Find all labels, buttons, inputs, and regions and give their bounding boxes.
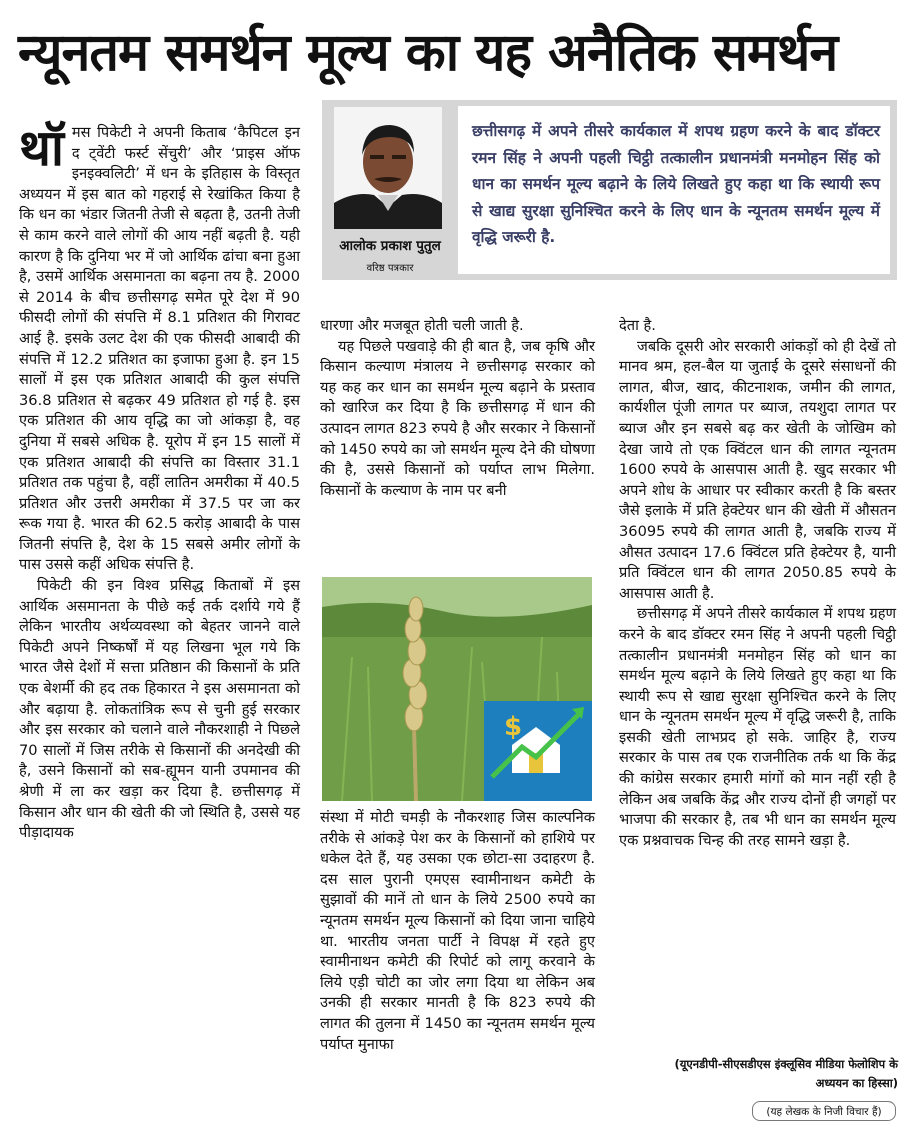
article-column-1 [19,119,301,844]
author-name: आलोक प्रकाश पुतुल [339,238,441,254]
article-column-2-bottom [320,808,595,1055]
col1-paragraph-1: मस पिकेटी ने अपनी किताब ‘कैपिटल इन द ट्वेंटी फर्स्ट सेंचुरी’ और ‘प्राइस ऑफ इनइक्वलिटी’ में धन के इतिहास के विस्तृत अध्ययन में इस बात को गहराई से रेखांकित किया है कि धन का भंडार जितनी तेजी से बढ़ता है, उतनी तेजी से काम करने वाले लोगों की आय नहीं बढ़ती है. यही कारण है कि दुनिया भर में जो आर्थिक ढांचा बना हुआ है, उसमें आर्थिक असमानता का बढ़ना तय है. 2000 से 2014 के बीच छत्तीसगढ़ समेत पूरे देश में 90 फीसदी लोगों की संपत्ति में 8.1 प्रतिशत की गिरावट आई है. इसके उलट देश की एक फीसदी आबादी की संपत्ति में 12.2 प्रतिशत का इजाफा हुआ है. इन 15 सालों में इस एक प्रतिशत आबादी की कुल संपत्ति 36.8 प्रतिशत से बढ़कर 49 प्रतिशत हो गई है. इस एक प्रतिशत की आय वृद्धि का जो आंकड़ा है, वह दुनिया में सबसे अधिक है. यूरोप में इन 15 सालों में एक प्रतिशत आबादी की संपत्ति का विस्तार 31.1 प्रतिशत तक पहुंचा है, वहीं लातिन अमरीका में 40.5 प्रतिशत और उत्तरी अमरीका में 37.5 पर जा कर रूक गया है. भारत की 62.5 करोड़ आबादी के पास जितनी संपत्ति है, देश के 15 सबसे अमीर लोगों के पास उससे कहीं अधिक संपत्ति है. [19,124,301,574]
pull-quote: छत्तीसगढ़ में अपने तीसरे कार्यकाल में शपथ ग्रहण करने के बाद डॉक्टर रमन सिंह ने अपनी पहली चिट्ठी तत्कालीन प्रधानमंत्री मनमोहन सिंह को धान का समर्थन मूल्य बढ़ाने के लिये लिखते हुए कहा था कि स्थायी रूप से खाद्य सुरक्षा सुनिश्चित करने के लिए धान के न्यूनतम समर्थन मूल्य में वृद्धि जरूरी है. [458,106,890,274]
col3-paragraph-2: जबकि दूसरी ओर सरकारी आंकड़ों को ही देखें तो मानव श्रम, हल-बैल या जुताई के दूसरे संसाधनों की लागत, बीज, खाद, कीटनाशक, जमीन की लागत, कार्यशील पूंजी लागत पर ब्याज, तयशुदा लागत पर ब्याज और इन सबसे बढ़ कर खेती के जोखिम को देखा जाये तो एक क्विंटल धान की लागत न्यूनतम 1600 रुपये के आसपास आती है. खुद सरकार भी अपने शोध के आधार पर स्वीकार करती है कि बस्तर जैसे इलाके में प्रति हेक्टेयर धान की खेती में औसतन 36095 रुपये की लागत आती है, जबकि राज्य में औसत उत्पादन 17.6 क्विंटल प्रति हेक्टेयर है, यानी प्रति क्विंटल धान की लागत 2050.85 रुपये के आसपास आती है. [619,337,896,602]
article-column-3 [619,316,896,851]
svg-text:$: $ [504,712,523,742]
col2-paragraph-2: यह पिछले पखवाड़े की ही बात है, जब कृषि और किसान कल्याण मंत्रालय ने छत्तीसगढ़ सरकार को यह कह कर धान का समर्थन मूल्य बढ़ाने के प्रस्ताव को खारिज कर दिया है कि छत्तीसगढ़ में धान की उत्पादन लागत 823 रुपये है और सरकार ने किसानों को 1450 रुपये का जो समर्थन मूल्य देने की घोषणा की है, उससे किसानों को पर्याप्त लाभ मिलेगा. किसानों के कल्याण के नाम पर बनी [320,337,595,499]
author-role: वरिष्ठ पत्रकार [366,263,414,274]
article-column-2-top [320,316,595,501]
col3-paragraph-3: छत्तीसगढ़ में अपने तीसरे कार्यकाल में शपथ ग्रहण करने के बाद डॉक्टर रमन सिंह ने अपनी पहली चिट्ठी तत्कालीन प्रधानमंत्री मनमोहन सिंह को धान का समर्थन मूल्य बढ़ाने के लिये लिखते हुए कहा था कि स्थायी रूप से खाद्य सुरक्षा सुनिश्चित करने के लिए धान के न्यूनतम समर्थन मूल्य में वृद्धि जरूरी है, ताकि इसकी खेती लाभप्रद हो सके. जाहिर है, राज्य सरकार के पास तब एक राजनीतिक तर्क था कि केंद्र की कांग्रेस सरकार हमारी मांगों को मान नहीं रही है लेकिन अब जबकि केंद्र और राज्य दोनों ही जगहों पर भाजपा की सरकार है, तब भी धान का समर्थन मूल्य एक प्रश्नवाचक चिन्ह की तरह सामने खड़ा है. [619,605,896,849]
headline: न्यूनतम समर्थन मूल्य का यह अनैतिक समर्थन [18,23,838,83]
wheat-photo [322,577,592,801]
col1-paragraph-2: पिकेटी की इन विश्व प्रसिद्ध किताबों में इस आर्थिक असमानता के पीछे कई तर्क दर्शाये गये हैं लेकिन भारतीय अर्थव्यवस्था को बेहतर जानने वाले पिकेटी अपने निष्कर्षों में यह लिखना भूल गये कि भारत जैसे देशों में सत्ता प्रतिष्ठान की किसानों के प्रति एक बेशर्मी की हद तक हिकारत ने इस असमानता को और बढ़ाया है. लोकतांत्रिक रूप से चुनी हुई सरकार और इस सरकार को चलाने वाले नौकरशाही ने पिछले 70 सालों में जिस तरीके से किसानों की अनदेखी की है, उसने किसानों को सब-ह्यूमन यानी उपमानव की श्रेणी में ला कर खड़ा कर दिया है. छत्तीसगढ़ में किसान और धान की खेती की जो स्थिति है, उससे यह पीड़ादायक [19,577,300,842]
fellowship-note: (यूएनडीपी-सीएसडीएस इंक्लूसिव मीडिया फेलोशिप के अध्ययन का हिस्सा) [674,1057,898,1090]
disclaimer-badge: (यह लेखक के निजी विचार हैं) [752,1101,896,1121]
author-photo [334,107,442,229]
drop-cap: थॉ [19,119,64,177]
col2-paragraph-3: संस्था में मोटी चमड़ी के नौकरशाह जिस काल्पनिक तरीके से आंकड़े पेश कर के किसानों को हाशिये पर धकेल देते हैं, यह उसका एक छोटा-सा उदाहरण है. दस साल पुरानी एमएस स्वामीनाथन कमेटी के सुझावों की मानें तो धान के लिये 2500 रुपये का न्यूनतम समर्थन मूल्य किसानों को दिया जाना चाहिये था. भारतीय जनता पार्टी ने विपक्ष में रहते हुए स्वामीनाथन कमेटी की रिपोर्ट को लागू करवाने के लिये एड़ी चोटी का जोर लगा दिया था लेकिन अब उनकी ही सरकार मानती है कि 823 रुपये की लागत की तुलना में 1450 का न्यूनतम समर्थन मूल्य पर्याप्त मुनाफा [320,809,595,1053]
col2-paragraph-1: धारणा और मजबूत होती चली जाती है. [320,317,524,334]
col3-paragraph-1: देता है. [619,317,656,334]
